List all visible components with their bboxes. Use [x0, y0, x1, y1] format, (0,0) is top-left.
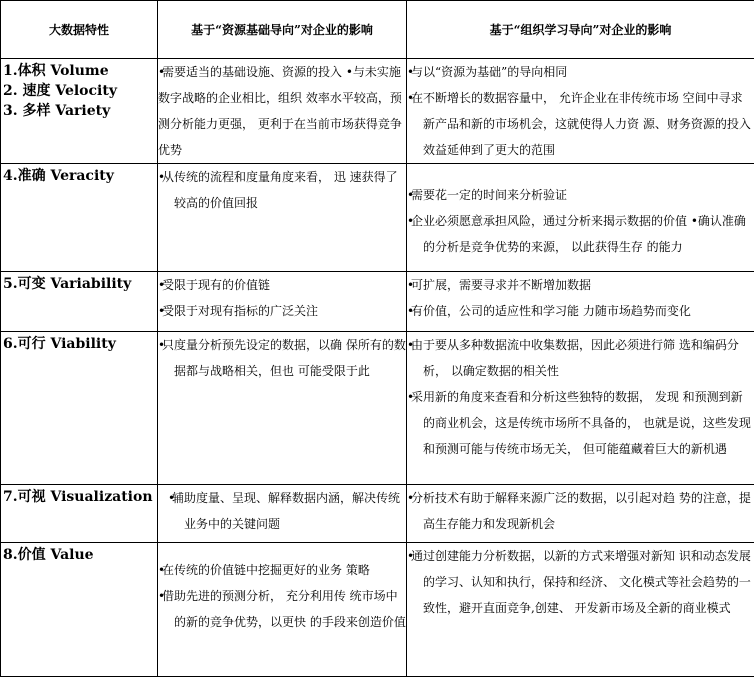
table-row	[1, 543, 754, 677]
resource-impact-cell	[158, 543, 407, 677]
learning-impact-item: • 在不断增长的数据容量中， 允许企业在非传统市场 空间中寻求新产品和新的市场机会，这就使得人力资 源、财务资源的投入效益延伸到了更大的范围	[407, 85, 754, 163]
feature-label: 6.可行 Viability	[3, 334, 157, 354]
learning-impact-cell	[407, 543, 754, 677]
feature-cell	[1, 543, 158, 677]
table-row	[1, 332, 754, 485]
feature-label: 1.体积 Volume	[3, 61, 157, 81]
learning-impact-item: • 需要花一定的时间来分析验证	[407, 182, 754, 208]
learning-impact-cell	[407, 332, 754, 485]
resource-impact-cell	[158, 164, 407, 272]
resource-impact-item: • 从传统的流程和度量角度来看， 迅 速获得了较高的价值回报	[158, 164, 406, 216]
learning-impact-item: • 有价值，公司的适应性和学习能 力随市场趋势而变化	[407, 298, 754, 324]
learning-impact-cell	[407, 485, 754, 543]
header-resource-based: 基于“资源基础导向”对企业的影响	[158, 1, 407, 59]
header-big-data-feature: 大数据特性	[1, 1, 158, 59]
table-row	[1, 272, 754, 332]
resource-impact-item: • 需要适当的基础设施、资源的投入 •与未实施数字战略的企业相比，组织 效率水平较高，预测分析能力更强， 更利于在当前市场获得竞争优势	[158, 59, 406, 163]
learning-impact-item: • 企业必须愿意承担风险，通过分析来揭示数据的价值 •确认准确的分析是竞争优势的来源， 以此获得生存 的能力	[407, 208, 754, 260]
resource-impact-item: • 只度量分析预先设定的数据，以确 保所有的数据都与战略相关，但也 可能受限于此	[158, 332, 406, 384]
learning-impact-cell	[407, 272, 754, 332]
learning-impact-cell	[407, 164, 754, 272]
table-row	[1, 59, 754, 164]
table-row	[1, 164, 754, 272]
resource-impact-item: • 受限于现有的价值链	[158, 272, 406, 298]
learning-impact-item: • 采用新的角度来查看和分析这些独特的数据， 发现 和预测到新的商业机会，这是传统市场所不具备的， 也就是说，这些发现和预测可能与传统市场无关， 但可能蕴藏着巨大的新机遇	[407, 384, 754, 462]
table-row	[1, 485, 754, 543]
learning-impact-item: • 与以“资源为基础”的导向相同	[407, 59, 754, 85]
resource-impact-cell	[158, 272, 407, 332]
resource-impact-item: • 在传统的价值链中挖掘更好的业务 策略	[158, 557, 406, 583]
table-header-row	[1, 1, 754, 59]
feature-cell	[1, 272, 158, 332]
feature-cell	[1, 485, 158, 543]
learning-impact-cell	[407, 59, 754, 164]
feature-label: 7.可视 Visualization	[3, 487, 157, 507]
learning-impact-item: • 可扩展，需要寻求并不断增加数据	[407, 272, 754, 298]
feature-label: 8.价值 Value	[3, 545, 157, 565]
feature-cell	[1, 332, 158, 485]
resource-impact-cell	[158, 485, 407, 543]
feature-label: 4.准确 Veracity	[3, 166, 157, 186]
resource-impact-item: • 借助先进的预测分析， 充分利用传 统市场中的新的竞争优势，以更快 的手段来创造价值	[158, 583, 406, 635]
header-learning-based: 基于“组织学习导向”对企业的影响	[407, 1, 754, 59]
learning-impact-item: • 通过创建能力分析数据，以新的方式来增强对新知 识和动态发展的学习、认知和执行，保持和经济、 文化模式等社会趋势的一致性，避开直面竞争,创建、 开发新市场及全新的商业模式	[407, 543, 754, 621]
resource-impact-item: • 受限于对现有指标的广泛关注	[158, 298, 406, 324]
resource-impact-item: • 辅助度量、呈现、解释数据内涵，解决传统业务中的关键问题	[168, 485, 406, 537]
resource-impact-cell	[158, 59, 407, 164]
learning-impact-item: • 由于要从多种数据流中收集数据，因此必须进行筛 选和编码分析， 以确定数据的相关性	[407, 332, 754, 384]
feature-cell	[1, 59, 158, 164]
feature-label: 5.可变 Variability	[3, 274, 157, 294]
feature-label: 2. 速度 Velocity	[3, 81, 157, 101]
resource-impact-cell	[158, 332, 407, 485]
feature-cell	[1, 164, 158, 272]
learning-impact-item: • 分析技术有助于解释来源广泛的数据，以引起对趋 势的注意，提高生存能力和发现新机会	[407, 485, 754, 537]
feature-label: 3. 多样 Variety	[3, 101, 157, 121]
